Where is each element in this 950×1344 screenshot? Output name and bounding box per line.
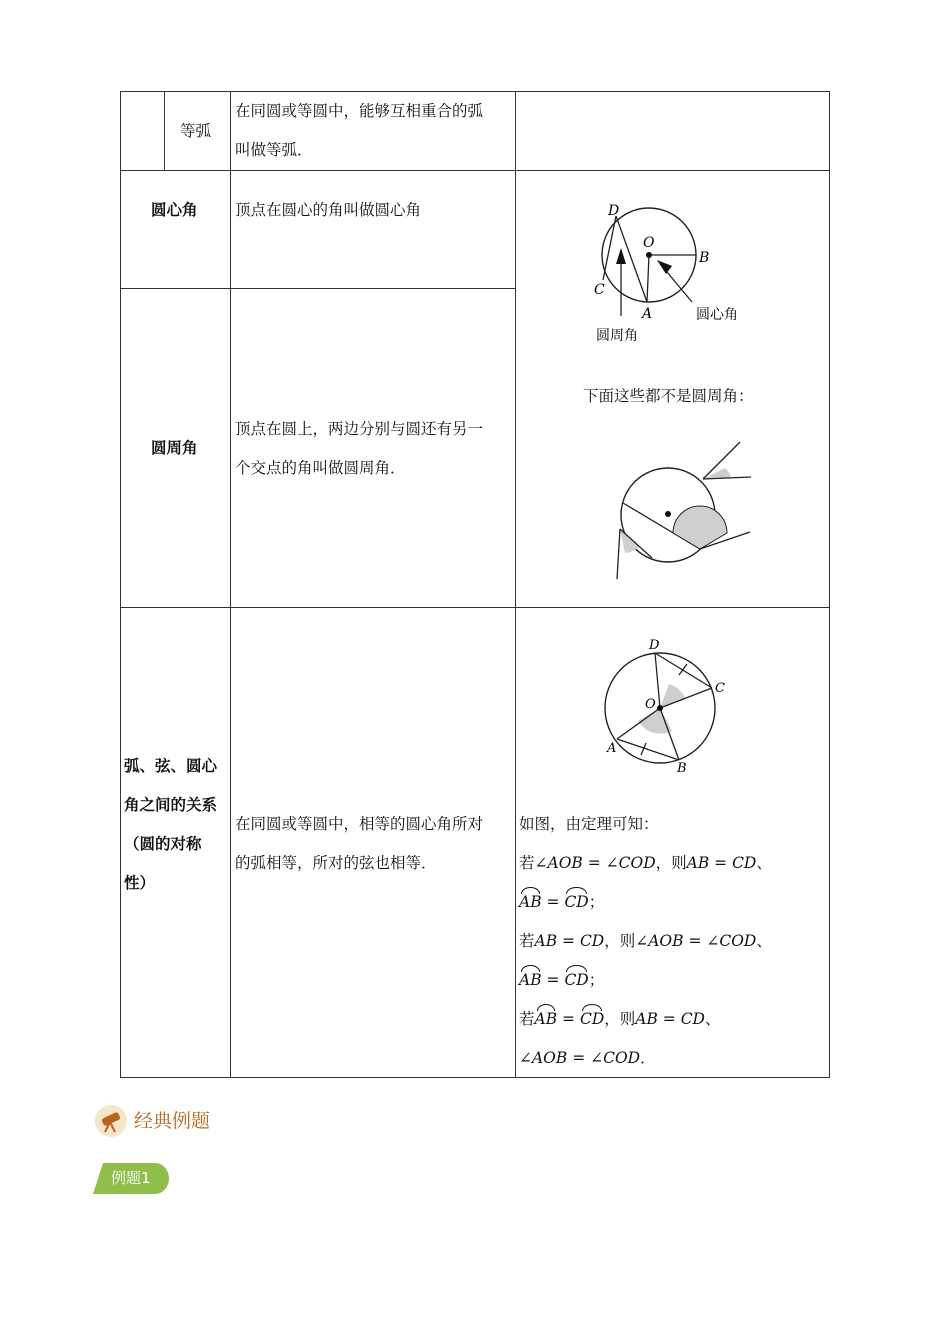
example-badge[interactable] [93,1163,169,1194]
definition-central-angle: 顶点在圆心的角叫做圆心角 [235,201,422,219]
term-relation-line1: 弧、弦、圆心 [124,757,218,775]
table-row-divider-2 [120,288,516,289]
example-badge-label: 例题1 [111,1169,151,1187]
definition-equal-arc-line2: 叫做等弧． [235,141,313,159]
fig3-label-d: D [649,638,660,653]
fig1-label-o: O [643,235,655,251]
theorem-line-1: 若∠AOB = ∠COD，则AB = CD、 [519,854,772,872]
fig1-label-b: B [699,250,710,266]
table-border-left [120,91,121,1078]
definition-relation-line1: 在同圆或等圆中，相等的圆心角所对 [235,815,484,833]
theorem-line-6: ∠AOB = ∠COD． [519,1049,656,1067]
figure-arc-chord-relation [598,635,738,775]
fig1-label-c: C [594,282,605,298]
term-inscribed-angle: 圆周角 [151,439,198,457]
fig1-label-a: A [642,306,653,322]
table-col-divider-1 [230,91,231,1078]
definition-relation-line2: 的弧相等，所对的弦也相等． [235,854,437,872]
fig3-label-a: A [607,741,617,756]
fig1-annotation-central: 圆心角 [696,307,738,323]
theorem-line-4: AB = CD； [519,961,604,1000]
definition-inscribed-angle-line1: 顶点在圆上，两边分别与圆还有另一 [235,420,484,438]
telescope-icon [93,1104,129,1138]
definition-equal-arc-line1: 在同圆或等圆中，能够互相重合的弧 [235,102,484,120]
table-col-divider-2 [515,91,516,1078]
term-relation-line2: 角之间的关系 [124,796,218,814]
term-relation-line3: （圆的对称 [124,835,202,853]
term-relation-line4: 性） [124,874,156,892]
figure-non-inscribed-angles [600,435,760,585]
table-row-divider-1 [120,170,830,171]
fig3-label-o: O [645,697,656,712]
theorem-line-2: AB = CD； [519,883,604,922]
table-border-right [829,91,830,1078]
section-title: 经典例题 [134,1110,211,1132]
not-inscribed-caption: 下面这些都不是圆周角： [583,387,754,405]
fig1-label-d: D [608,203,620,219]
theorem-line-3: 若AB = CD，则∠AOB = ∠COD、 [519,932,772,950]
theorem-intro: 如图，由定理可知： [519,815,659,833]
fig1-annotation-inscribed: 圆周角 [596,328,638,344]
term-equal-arc: 等弧 [180,122,212,140]
fig3-label-b: B [677,761,687,775]
term-central-angle: 圆心角 [151,201,198,219]
theorem-line-5: 若AB = CD，则AB = CD、 [519,1000,721,1039]
table-border-bottom [120,1077,830,1078]
figure-central-inscribed-angle [590,198,760,348]
definition-inscribed-angle-line2: 个交点的角叫做圆周角． [235,459,406,477]
fig3-label-c: C [715,681,725,696]
table-inner-divider [164,91,165,170]
table-row-divider-3 [120,607,830,608]
